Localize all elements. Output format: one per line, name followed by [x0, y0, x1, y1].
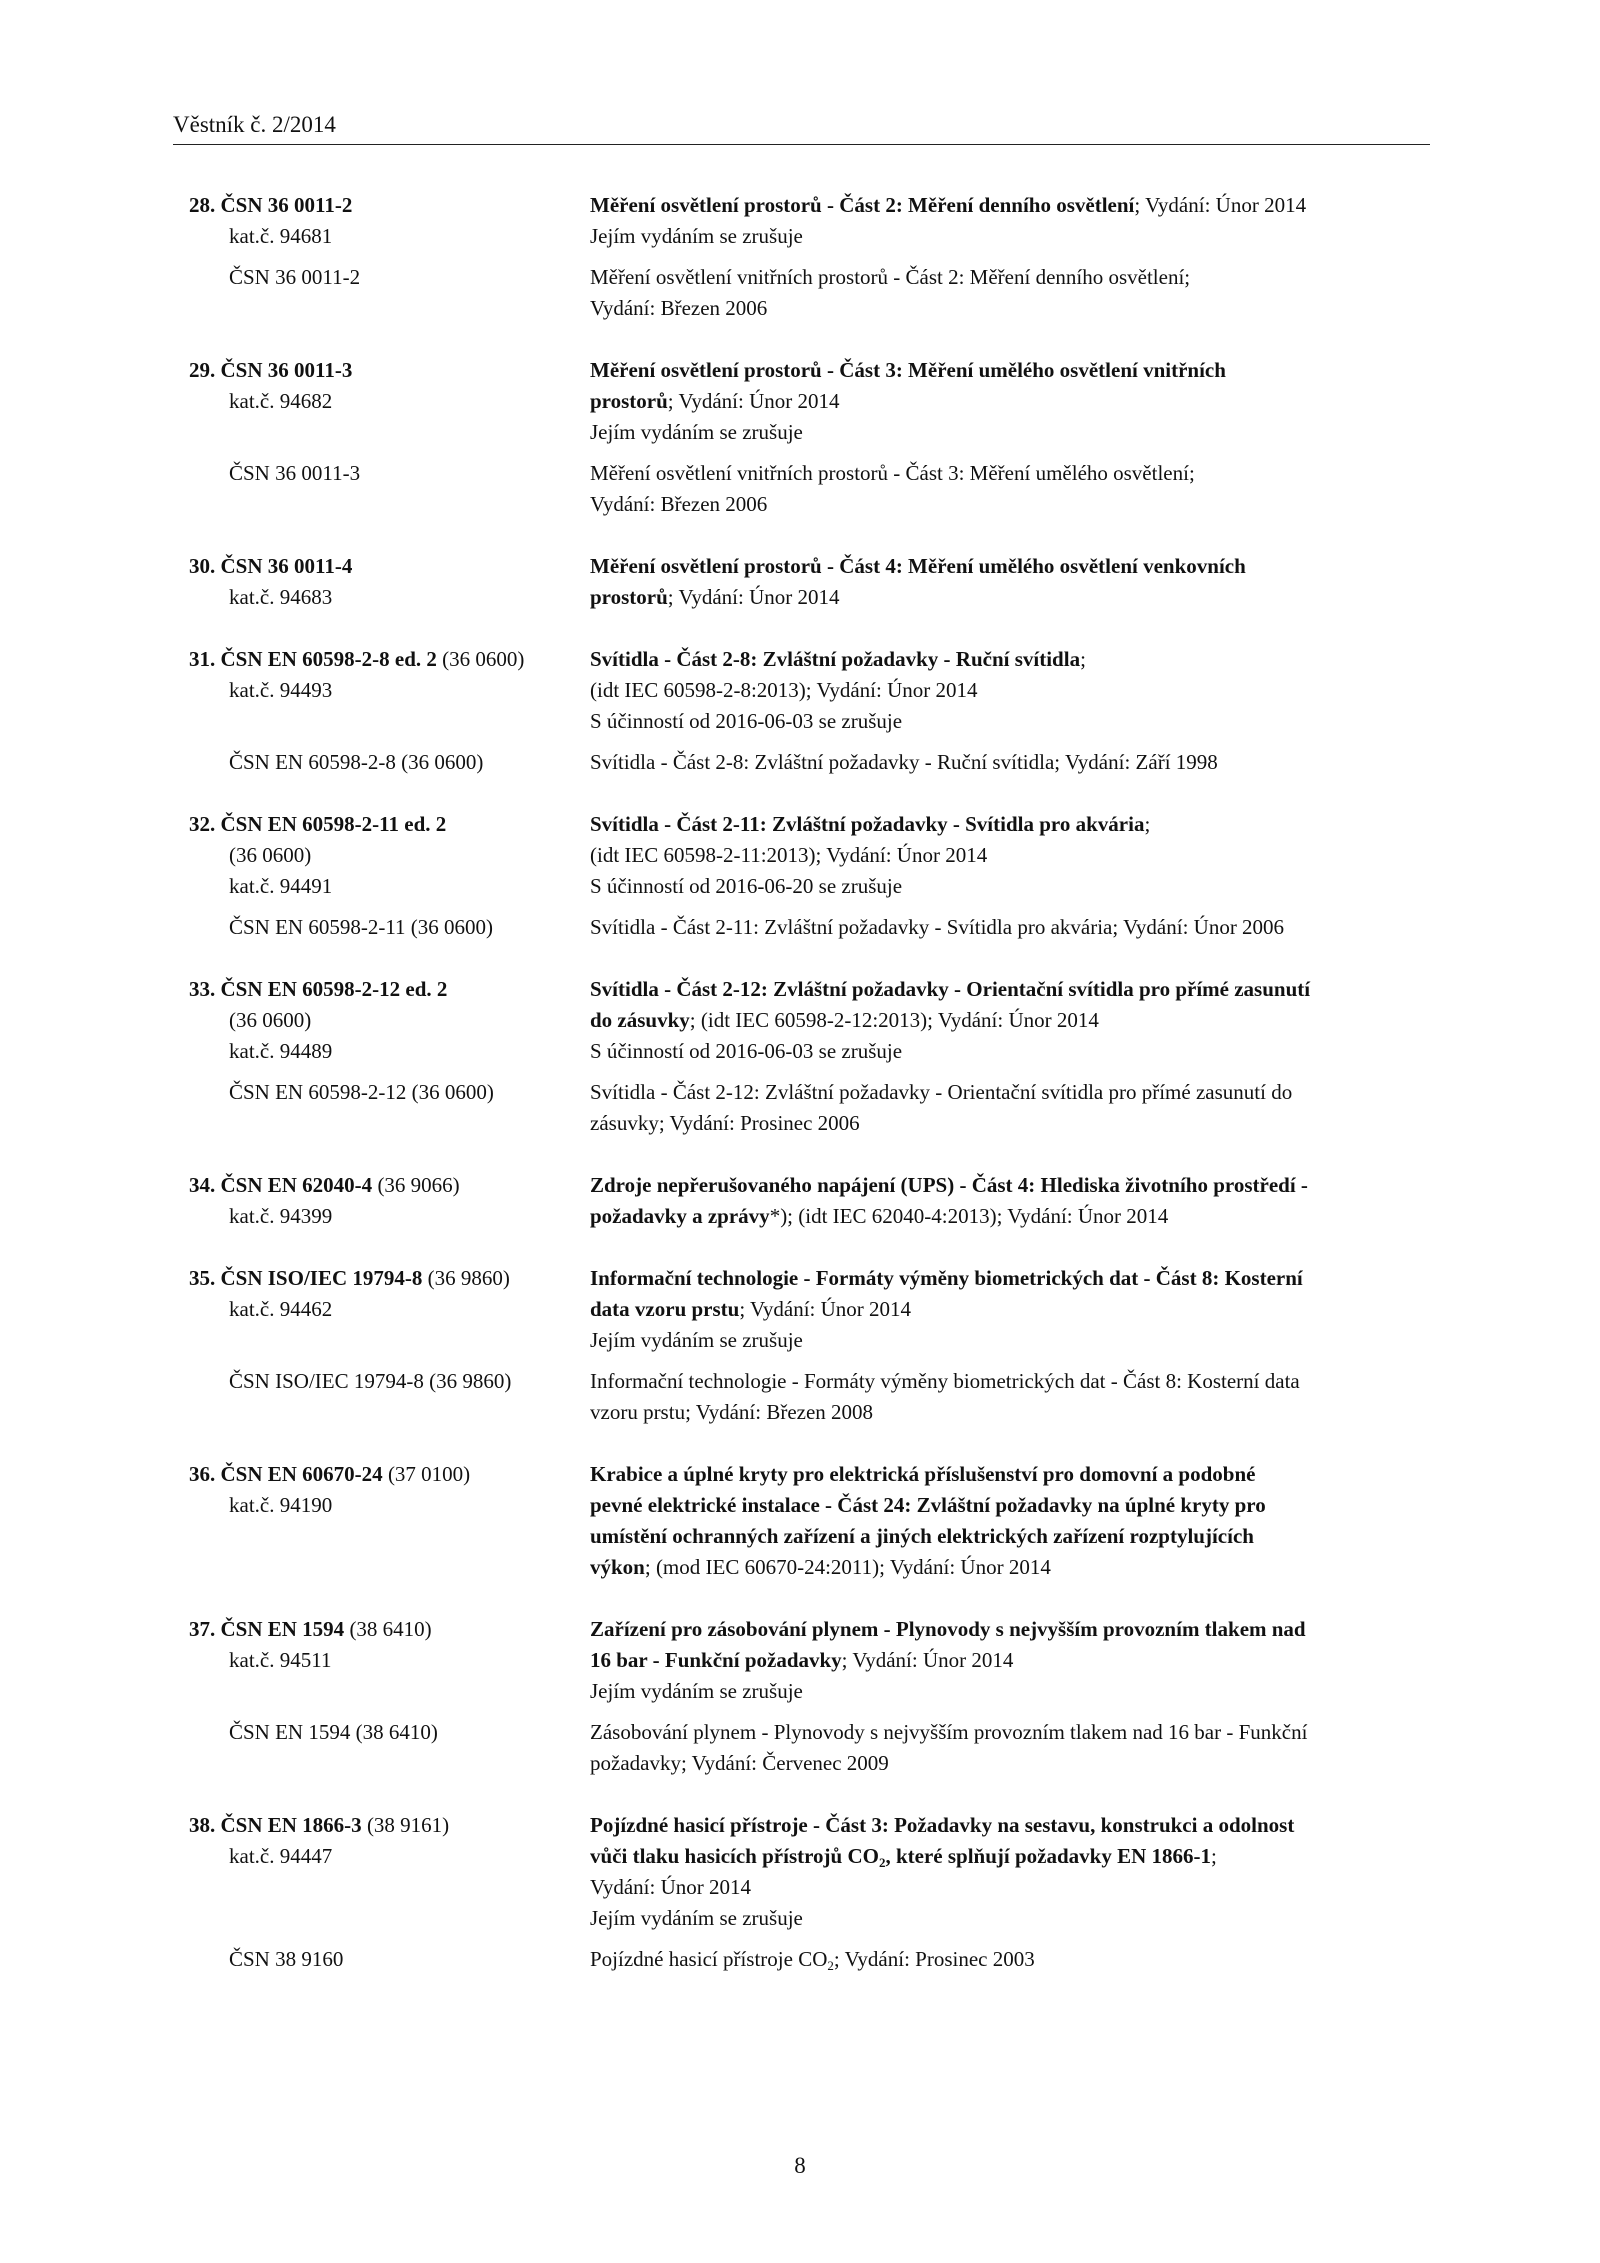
- standard-title: Svítidla - Část 2-12: Zvláštní požadavky - Orientační svítidla pro přímé zasunutí do zásuvky; (idt IEC 60598-2-12:2013); Vydání: Únor 2014 S účinností od 2016-06-03 se zrušuje: [590, 974, 1430, 1067]
- new-standard-row: [173, 1170, 1430, 1232]
- withdrawn-title: Svítidla - Část 2-11: Zvláštní požadavky - Svítidla pro akvária; Vydání: Únor 2006: [590, 915, 1285, 939]
- new-standard-row: [173, 974, 1430, 1067]
- standard-designation: [173, 1263, 590, 1356]
- standard-class: (36 0600): [436, 647, 525, 671]
- withdrawal-note: Jejím vydáním se zrušuje: [590, 1328, 803, 1352]
- standard-class: (37 0100): [382, 1462, 471, 1486]
- standard-code: ČSN ISO/IEC 19794-8: [220, 1266, 423, 1290]
- list-item: [173, 644, 1430, 778]
- page-header: [173, 108, 1430, 145]
- standard-title: Pojízdné hasicí přístroje - Část 3: Požadavky na sestavu, konstrukci a odolnost vůči tlaku hasicích přístrojů $CO_2$, které splňují požadavky EN 1866-1; Vydání: Únor 2014 Jejím vydáním se zrušuje: [590, 1810, 1430, 1934]
- standard-title: Měření osvětlení prostorů - Část 3: Měření umělého osvětlení vnitřních prostorů; Vydání: Únor 2014 Jejím vydáním se zrušuje: [590, 355, 1430, 448]
- catalog-number: kat.č. 94491: [229, 874, 333, 898]
- withdrawn-standard-row: [173, 458, 1430, 520]
- new-standard-row: [173, 355, 1430, 448]
- standard-designation: [173, 644, 590, 737]
- standard-code: ČSN EN 1594: [220, 1617, 345, 1641]
- withdrawn-code: ČSN ISO/IEC 19794-8 (36 9860): [229, 1369, 512, 1393]
- catalog-number: kat.č. 94447: [229, 1844, 333, 1868]
- list-item: [173, 1810, 1430, 1975]
- withdrawn-title: Zásobování plynem - Plynovody s nejvyšším provozním tlakem nad 16 bar - Funkční požadavky; Vydání: Červenec 2009: [590, 1720, 1308, 1775]
- withdrawn-title: Měření osvětlení vnitřních prostorů - Část 2: Měření denního osvětlení; Vydání: Březen 2006: [590, 265, 1191, 320]
- standard-code: ČSN EN 60598-2-8 ed. 2: [220, 647, 437, 671]
- withdrawn-standard-row: [173, 912, 1430, 943]
- standard-title: Zařízení pro zásobování plynem - Plynovody s nejvyšším provozním tlakem nad 16 bar - Funkční požadavky; Vydání: Únor 2014 Jejím vydáním se zrušuje: [590, 1614, 1430, 1707]
- list-item: [173, 355, 1430, 520]
- standard-designation: [173, 1810, 590, 1934]
- new-standard-row: [173, 1614, 1430, 1707]
- withdrawn-title: Měření osvětlení vnitřních prostorů - Část 3: Měření umělého osvětlení; Vydání: Březen 2006: [590, 461, 1195, 516]
- list-item: [173, 551, 1430, 613]
- entry-number: 29.: [189, 358, 216, 382]
- list-item: [173, 1263, 1430, 1428]
- standard-code: ČSN EN 60598-2-11 ed. 2: [220, 812, 447, 836]
- entry-number: 35.: [189, 1266, 216, 1290]
- standard-class: (36 9860): [422, 1266, 510, 1290]
- catalog-number: kat.č. 94683: [229, 585, 333, 609]
- catalog-number: kat.č. 94511: [229, 1648, 332, 1672]
- entry-number: 37.: [189, 1617, 216, 1641]
- list-item: [173, 809, 1430, 943]
- entry-number: 38.: [189, 1813, 216, 1837]
- standard-designation: [173, 974, 590, 1067]
- withdrawn-code: ČSN EN 1594 (38 6410): [229, 1720, 438, 1744]
- standard-designation: [173, 809, 590, 902]
- standard-class: (36 0600): [229, 1008, 312, 1032]
- withdrawn-title: Svítidla - Část 2-12: Zvláštní požadavky - Orientační svítidla pro přímé zasunutí do zásuvky; Vydání: Prosinec 2006: [590, 1080, 1293, 1135]
- standard-title: Svítidla - Část 2-8: Zvláštní požadavky - Ruční svítidla; (idt IEC 60598-2-8:2013); Vydání: Únor 2014 S účinností od 2016-06-03 se zrušuje: [590, 644, 1430, 737]
- withdrawn-code: ČSN EN 60598-2-11 (36 0600): [229, 915, 494, 939]
- standard-code: ČSN EN 62040-4: [220, 1173, 373, 1197]
- standard-designation: [173, 551, 590, 613]
- withdrawn-code: ČSN 36 0011-3: [229, 461, 361, 485]
- standard-title: Krabice a úplné kryty pro elektrická příslušenství pro domovní a podobné pevné elektrické instalace - Část 24: Zvláštní požadavky na úplné kryty pro umístění ochranných zařízení a jiných elektrických zařízení rozptylujících výkon; (mod IEC 60670-24:2011); Vydání: Únor 2014: [590, 1462, 1266, 1579]
- page-number: 8: [794, 2153, 806, 2178]
- standard-title: Svítidla - Část 2-11: Zvláštní požadavky - Svítidla pro akvária; (idt IEC 60598-2-11:2013); Vydání: Únor 2014 S účinností od 2016-06-20 se zrušuje: [590, 809, 1430, 902]
- new-standard-row: [173, 1459, 1430, 1583]
- entry-number: 32.: [189, 812, 216, 836]
- standard-designation: [173, 190, 590, 252]
- entry-number: 28.: [189, 193, 216, 217]
- catalog-number: kat.č. 94489: [229, 1039, 333, 1063]
- withdrawn-standard-row: [173, 1717, 1430, 1779]
- standard-class: (36 0600): [229, 843, 312, 867]
- withdrawn-standard-row: [173, 747, 1430, 778]
- withdrawn-code: ČSN 36 0011-2: [229, 265, 361, 289]
- standard-class: (38 6410): [344, 1617, 432, 1641]
- entry-number: 36.: [189, 1462, 216, 1486]
- catalog-number: kat.č. 94462: [229, 1297, 333, 1321]
- catalog-number: kat.č. 94681: [229, 224, 333, 248]
- withdrawn-standard-row: [173, 1366, 1430, 1428]
- standard-title: Informační technologie - Formáty výměny biometrických dat - Část 8: Kosterní data vzoru prstu; Vydání: Únor 2014 Jejím vydáním se zrušuje: [590, 1263, 1430, 1356]
- list-item: [173, 190, 1430, 324]
- withdrawn-code: ČSN 38 9160: [229, 1947, 344, 1971]
- catalog-number: kat.č. 94682: [229, 389, 333, 413]
- withdrawn-standard-row: [173, 262, 1430, 324]
- list-item: [173, 1614, 1430, 1779]
- standard-class: (36 9066): [372, 1173, 460, 1197]
- new-standard-row: [173, 809, 1430, 902]
- withdrawal-note: Jejím vydáním se zrušuje: [590, 1679, 803, 1703]
- standard-code: ČSN EN 60598-2-12 ed. 2: [220, 977, 448, 1001]
- list-item: [173, 1459, 1430, 1583]
- entry-number: 31.: [189, 647, 216, 671]
- entry-number: 33.: [189, 977, 216, 1001]
- entry-number: 34.: [189, 1173, 216, 1197]
- new-standard-row: [173, 1810, 1430, 1934]
- withdrawn-code: ČSN EN 60598-2-8 (36 0600): [229, 750, 484, 774]
- standards-list: [173, 190, 1430, 1810]
- standard-code: ČSN 36 0011-2: [220, 193, 353, 217]
- catalog-number: kat.č. 94493: [229, 678, 333, 702]
- standard-designation: [173, 1459, 590, 1583]
- new-standard-row: [173, 1263, 1430, 1356]
- standard-title: Měření osvětlení prostorů - Část 4: Měření umělého osvětlení venkovních prostorů; Vydání: Únor 2014: [590, 554, 1246, 609]
- withdrawn-title: Svítidla - Část 2-8: Zvláštní požadavky - Ruční svítidla; Vydání: Září 1998: [590, 750, 1218, 774]
- standard-code: ČSN EN 1866-3: [220, 1813, 362, 1837]
- catalog-number: kat.č. 94190: [229, 1493, 333, 1517]
- withdrawn-standard-row: [173, 1077, 1430, 1139]
- standard-designation: [173, 1614, 590, 1707]
- withdrawal-note: S účinností od 2016-06-20 se zrušuje: [590, 874, 903, 898]
- new-standard-row: [173, 551, 1430, 613]
- list-item: [173, 1170, 1430, 1232]
- withdrawal-note: S účinností od 2016-06-03 se zrušuje: [590, 1039, 903, 1063]
- standard-designation: [173, 355, 590, 448]
- standard-title: Zdroje nepřerušovaného napájení (UPS) - Část 4: Hlediska životního prostředí - požadavky a zprávy*); (idt IEC 62040-4:2013); Vydání: Únor 2014: [590, 1173, 1308, 1228]
- standard-code: ČSN 36 0011-4: [220, 554, 353, 578]
- new-standard-row: [173, 644, 1430, 737]
- standard-code: ČSN 36 0011-3: [220, 358, 353, 382]
- withdrawal-note: Jejím vydáním se zrušuje: [590, 1906, 803, 1930]
- withdrawn-title: Informační technologie - Formáty výměny biometrických dat - Část 8: Kosterní data vzoru prstu; Vydání: Březen 2008: [590, 1369, 1300, 1424]
- bulletin-title: Věstník č. 2/2014: [173, 112, 336, 137]
- withdrawal-note: Jejím vydáním se zrušuje: [590, 224, 803, 248]
- standard-title: Měření osvětlení prostorů - Část 2: Měření denního osvětlení; Vydání: Únor 2014 Jejím vydáním se zrušuje: [590, 190, 1430, 252]
- withdrawn-title: Pojízdné hasicí přístroje $CO_2$; Vydání: Prosinec 2003: [590, 1947, 1035, 1973]
- withdrawn-code: ČSN EN 60598-2-12 (36 0600): [229, 1080, 494, 1104]
- entry-number: 30.: [189, 554, 216, 578]
- new-standard-row: [173, 190, 1430, 252]
- standard-designation: [173, 1170, 590, 1232]
- standard-code: ČSN EN 60670-24: [220, 1462, 383, 1486]
- withdrawal-note: Jejím vydáním se zrušuje: [590, 420, 803, 444]
- list-item: [173, 974, 1430, 1139]
- catalog-number: kat.č. 94399: [229, 1204, 333, 1228]
- standard-class: (38 9161): [361, 1813, 450, 1837]
- withdrawn-standard-row: [173, 1944, 1430, 1975]
- withdrawal-note: S účinností od 2016-06-03 se zrušuje: [590, 709, 903, 733]
